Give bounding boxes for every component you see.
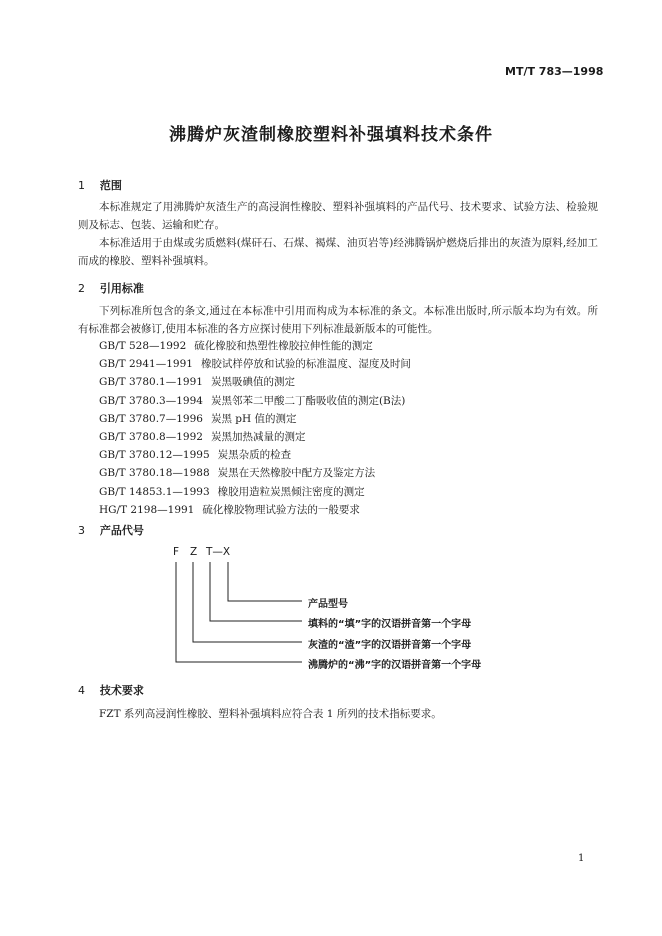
label-t-meaning: 填料的“填”字的汉语拼音第一个字母 [308, 619, 472, 630]
section-number: 1 [78, 179, 85, 192]
code-letter-tx: T—X [206, 546, 231, 558]
label-f-meaning: 沸腾炉的“沸”字的汉语拼音第一个字母 [308, 660, 482, 671]
reference-title: 炭黑邻苯二甲酸二丁酯吸收值的测定(B法) [210, 394, 406, 407]
reference-code: GB/T 3780.3—1994 [99, 394, 203, 407]
section-title: 引用标准 [99, 282, 144, 295]
label-product-model: 产品型号 [308, 599, 348, 610]
section-title: 产品代号 [99, 524, 144, 537]
reference-title: 橡胶用造粒炭黑倾注密度的测定 [217, 485, 365, 498]
section-number: 2 [78, 282, 85, 295]
reference-code: HG/T 2198—1991 [99, 503, 195, 516]
connector-f [176, 562, 302, 662]
reference-title: 炭黑 pH 值的测定 [210, 412, 297, 425]
reference-title: 硫化橡胶物理试验方法的一般要求 [202, 503, 360, 516]
reference-title: 橡胶试样停放和试验的标准温度、湿度及时间 [200, 358, 411, 371]
reference-code: GB/T 3780.18—1988 [99, 467, 210, 480]
connector-t [210, 562, 302, 621]
reference-code: GB/T 2941—1991 [99, 358, 193, 371]
code-letter-f: F [173, 546, 180, 558]
document-number: MT/T 783—1998 [505, 65, 604, 78]
reference-code: GB/T 528—1992 [99, 340, 187, 352]
reference-title: 炭黑在天然橡胶中配方及鉴定方法 [217, 467, 376, 480]
section-1-paragraph-1: 本标准规定了用沸腾炉灰渣生产的高浸润性橡胶、塑料补强填料的产品代号、技术要求、试验方法、检验规则及标志、包装、运输和贮存。 [78, 201, 598, 231]
section-number: 3 [78, 524, 85, 537]
section-1-paragraph-2: 本标准适用于由煤或劣质燃料(煤矸石、石煤、褐煤、油页岩等)经沸腾锅炉燃烧后排出的灰渣为原料,经加工而成的橡胶、塑料补强填料。 [78, 237, 598, 267]
section-number: 4 [78, 684, 85, 697]
reference-code: GB/T 3780.1—1991 [99, 376, 203, 389]
section-title: 技术要求 [99, 684, 144, 697]
label-z-meaning: 灰渣的“渣”字的汉语拼音第一个字母 [308, 640, 472, 651]
section-4-paragraph: FZT 系列高浸润性橡胶、塑料补强填料应符合表 1 所列的技术指标要求。 [99, 708, 442, 720]
code-letter-z: Z [190, 546, 198, 558]
connector-x [228, 562, 302, 601]
reference-code: GB/T 3780.12—1995 [99, 449, 210, 462]
page-number: 1 [578, 853, 585, 864]
document-title: 沸腾炉灰渣制橡胶塑料补强填料技术条件 [169, 125, 493, 145]
reference-code: GB/T 14853.1—1993 [99, 485, 210, 498]
reference-code: GB/T 3780.8—1992 [99, 431, 203, 443]
reference-title: 硫化橡胶和热塑性橡胶拉伸性能的测定 [194, 340, 373, 352]
reference-title: 炭黑加热减量的测定 [210, 431, 306, 443]
reference-code: GB/T 3780.7—1996 [99, 412, 203, 425]
section-4-heading [78, 682, 144, 698]
reference-title: 炭黑杂质的检查 [217, 449, 292, 462]
connector-z [193, 562, 302, 642]
reference-title: 炭黑吸碘值的测定 [210, 376, 295, 389]
section-2-paragraph: 下列标准所包含的条文,通过在本标准中引用而构成为本标准的条文。本标准出版时,所示版本均为有效。所有标准都会被修订,使用本标准的各方应探讨使用下列标准最新版本的可能性。 [78, 305, 598, 335]
section-title: 范围 [99, 179, 122, 192]
